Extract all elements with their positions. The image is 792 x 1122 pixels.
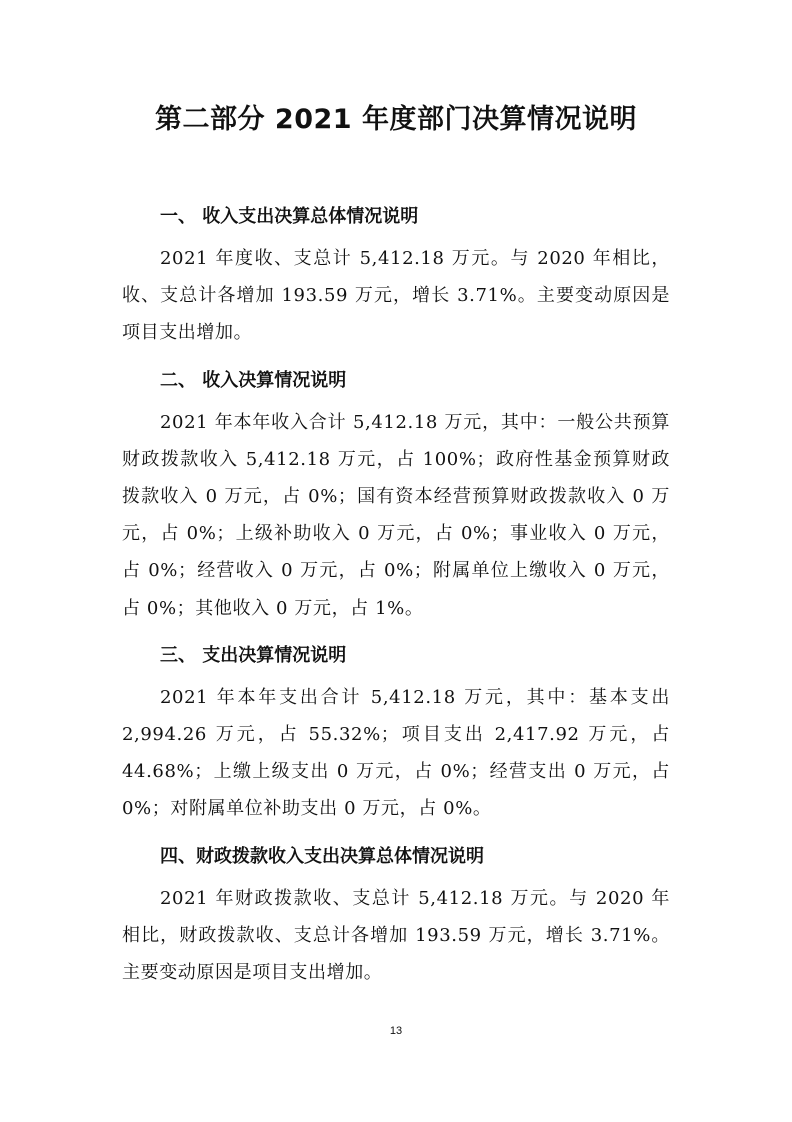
page-title: 第二部分 2021 年度部门决算情况说明: [155, 104, 637, 135]
section-body-3: 2021 年本年支出合计 5,412.18 万元，其中：基本支出 2,994.26 万元，占 55.32%；项目支出 2,417.92 万元，占 44.68%；上缴上级支出 0 万元，占 0%；经营支出 0 万元，占 0%；对附属单位补助支出 0 万元，占 0%。: [122, 686, 670, 820]
section-heading-3: 三、 支出决算情况说明: [160, 644, 347, 666]
section-body-4: 2021 年财政拨款收、支总计 5,412.18 万元。与 2020 年相比，财政拨款收、支总计各增加 193.59 万元，增长 3.71%。主要变动原因是项目支出增加。: [122, 887, 670, 984]
section-body-1: 2021 年度收、支总计 5,412.18 万元。与 2020 年相比，收、支总计各增加 193.59 万元，增长 3.71%。主要变动原因是项目支出增加。: [122, 248, 670, 344]
document-body: [122, 194, 670, 991]
section-heading-2: 二、 收入决算情况说明: [160, 369, 347, 391]
section-body-2: 2021 年本年收入合计 5,412.18 万元，其中：一般公共预算财政拨款收入 5,412.18 万元，占 100%；政府性基金预算财政拨款收入 0 万元，占 0%；国有资本经营预算财政拨款收入 0 万元，占 0%；上级补助收入 0 万元，占 0%；事业收入 0 万元，占 0%；经营收入 0 万元，占 0%；附属单位上缴收入 0 万元，占 0%；其他收入 0 万元，占 1%。: [122, 411, 670, 619]
section-heading-4: 四、财政拨款收入支出决算总体情况说明: [160, 845, 484, 867]
page-number: 13: [389, 1025, 403, 1037]
section-heading-1: 一、 收入支出决算总体情况说明: [160, 206, 419, 227]
